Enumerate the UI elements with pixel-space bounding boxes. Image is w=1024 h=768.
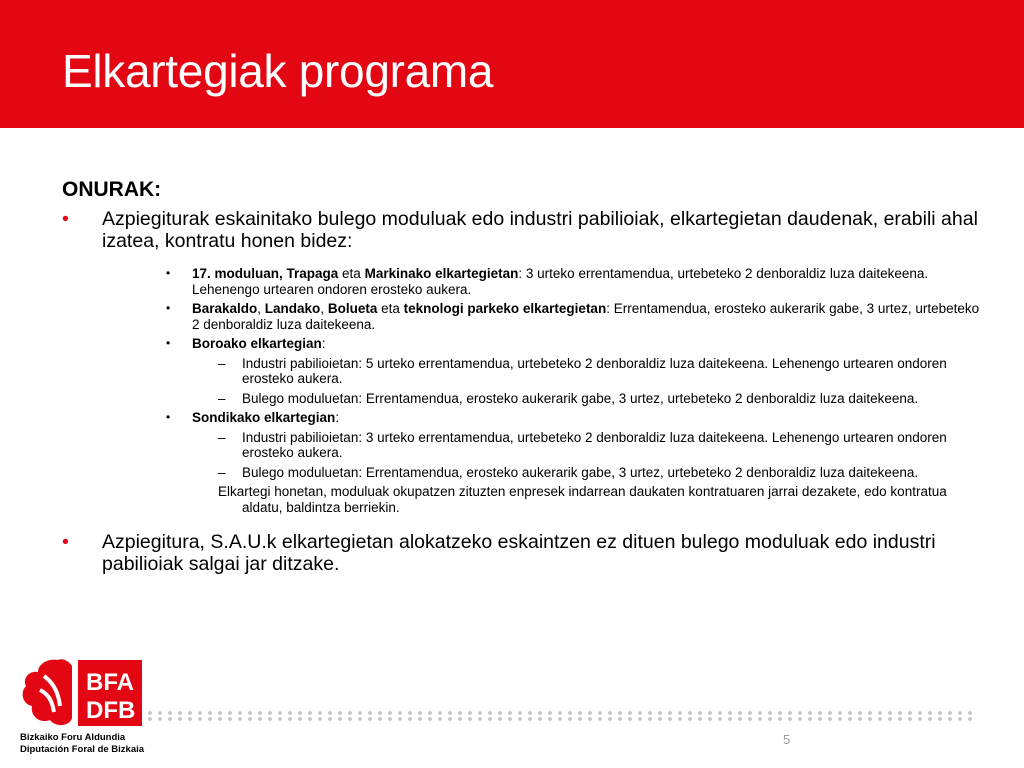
- text: :: [335, 410, 340, 425]
- page-number: 5: [783, 732, 791, 747]
- dash-item: [62, 465, 982, 481]
- bold-text: 17. moduluan, Trapaga: [192, 266, 339, 281]
- bullet-item: [62, 208, 982, 252]
- bold-text: Sondikako elkartegian: [192, 410, 336, 425]
- slide-title: Elkartegiak programa: [62, 45, 494, 97]
- bullet-item: [62, 531, 982, 575]
- organization-name: [20, 732, 144, 756]
- dash-text: Industri pabilioietan: 3 urteko errentamendua, urtebeteko 2 denboraldiz luza daitekeena. Lehenengo urtearen ondoren erosteko aukera.: [242, 429, 947, 460]
- text: eta: [377, 301, 404, 316]
- sub-bullet-marker: •: [166, 410, 171, 424]
- bullet-text: Azpiegitura, S.A.U.k elkartegietan alokatzeko eskaintzen ez dituen bulego moduluak edo industri pabilioiak salgai jar ditzake.: [102, 531, 936, 575]
- text: eta: [338, 266, 365, 281]
- section-heading: ONURAK:: [62, 178, 162, 201]
- bold-text: Boroako elkartegian: [192, 336, 322, 351]
- org-line-basque: Bizkaiko Foru Aldundia: [20, 732, 126, 743]
- oak-leaf-shape: [23, 659, 72, 725]
- dotted-divider: [145, 710, 975, 722]
- sub-bullet-marker: •: [166, 336, 171, 350]
- bold-text: Markinako elkartegietan: [364, 266, 519, 281]
- dash-text: Bulego moduluetan: Errentamendua, erosteko aukerarik gabe, 3 urtez, urtebeteko 2 denboraldiz luza daitekeena.: [242, 390, 919, 406]
- dash-marker: –: [218, 464, 226, 480]
- sub-bullet-marker: •: [166, 301, 171, 315]
- text: ,: [320, 301, 328, 316]
- text: :: [321, 336, 326, 351]
- sub-bullet-item: [62, 266, 982, 297]
- dash-item: [62, 430, 982, 461]
- bfa-text: BFA: [86, 669, 134, 696]
- text: : Errentamendua, erosteko aukerarik gabe, 3 urtez, urtebeteko 2 denboraldiz luza daitekeena.: [192, 301, 980, 332]
- sub-bullet-item: [62, 301, 982, 332]
- bullet-marker: •: [62, 208, 69, 230]
- title-banner: [0, 0, 1024, 128]
- sub-bullet-marker: •: [166, 266, 171, 280]
- dash-text: Industri pabilioietan: 5 urteko errentamendua, urtebeteko 2 denboraldiz luza daitekeena. Lehenengo urtearen ondoren erosteko aukera.: [242, 355, 947, 386]
- org-line-spanish: Diputación Foral de Bizkaia: [20, 744, 145, 755]
- bold-text: teknologi parkeko elkartegietan: [403, 301, 607, 316]
- bold-text: Barakaldo: [192, 301, 258, 316]
- sub-bullet-item: [62, 336, 982, 352]
- dfb-text: DFB: [86, 697, 136, 724]
- dash-text: Bulego moduluetan: Errentamendua, erosteko aukerarik gabe, 3 urtez, urtebeteko 2 denboraldiz luza daitekeena.: [242, 464, 919, 480]
- bullet-text: Azpiegiturak eskainitako bulego moduluak edo industri pabilioiak, elkartegietan daudenak, erabili ahal izatea, kontratu honen bidez:: [102, 208, 978, 252]
- bold-text: Bolueta: [327, 301, 378, 316]
- dash-marker: –: [218, 429, 226, 445]
- dash-item: [62, 356, 982, 387]
- note-text: Elkartegi honetan, moduluak okupatzen zituzten enpresek indarrean daukaten kontratuaren jarrai dezakete, edo kontratua aldatu, baldintza berriekin.: [218, 484, 947, 515]
- bullet-marker: •: [62, 531, 69, 553]
- bold-text: Landako: [264, 301, 321, 316]
- dash-item: [62, 391, 982, 407]
- sub-bullet-item: [62, 410, 982, 426]
- dash-marker: –: [218, 390, 226, 406]
- text: : 3 urteko errentamendua, urtebeteko 2 denboraldiz luza daitekeena. Lehenengo urtearen ondoren erosteko aukera.: [192, 266, 929, 297]
- text: ,: [257, 301, 265, 316]
- slide-content: [62, 178, 982, 589]
- bizkaia-oak-leaf-icon: [18, 656, 142, 730]
- dash-marker: –: [218, 355, 226, 371]
